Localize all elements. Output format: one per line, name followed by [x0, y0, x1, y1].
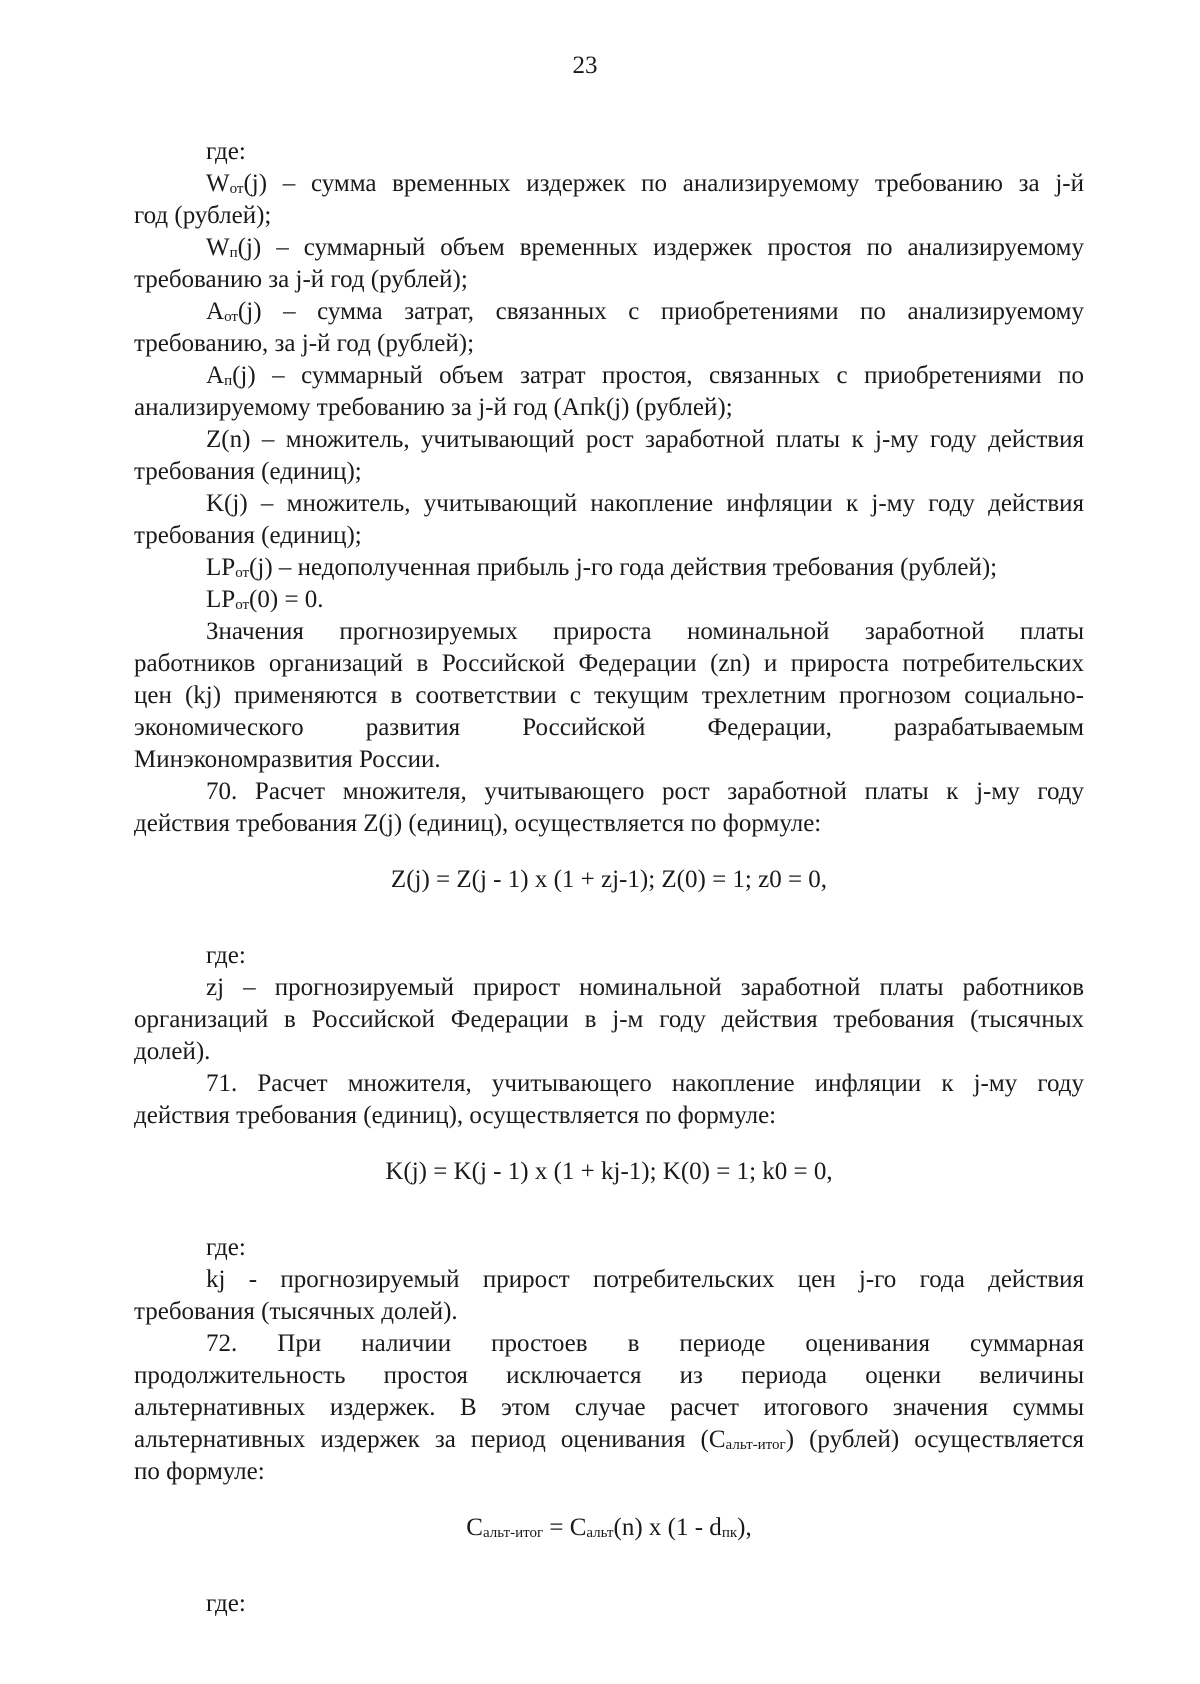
subscript: альт	[586, 1525, 614, 1541]
paragraph-forecast-5	[134, 744, 1084, 776]
text: (0) = 0.	[249, 586, 324, 613]
text: (j) – сумма затрат, связанных с приобретениями по анализируемому	[237, 298, 1084, 325]
text: требования (единиц);	[134, 522, 362, 549]
subscript: от	[229, 181, 244, 197]
item-72-cont-4	[134, 1456, 1084, 1488]
definition-w-p	[134, 232, 1084, 264]
text: работников организаций в Российской Федерации (zn) и прироста потребительских	[134, 650, 1084, 677]
definition-kj	[134, 1264, 1084, 1296]
text: kj - прогнозируемый прирост потребительских цен j-го года действия	[206, 1266, 1084, 1293]
subscript: от	[235, 597, 250, 613]
text: действия требования Z(j) (единиц), осуществляется по формуле:	[134, 810, 822, 837]
formula-c-alt-total	[134, 1512, 1084, 1544]
definition-lp-zero	[134, 584, 1084, 616]
text: K(j) = K(j - 1) x (1 + kj-1); K(0) = 1; k0 = 0,	[385, 1158, 833, 1185]
text: альтернативных издержек. В этом случае расчет итогового значения суммы	[134, 1394, 1084, 1421]
definition-k-cont	[134, 520, 1084, 552]
definition-a-p	[134, 360, 1084, 392]
definition-zj	[134, 972, 1084, 1004]
text: цен (kj) применяются в соответствии с текущим трехлетним прогнозом социально-	[134, 682, 1084, 709]
item-71-cont	[134, 1100, 1084, 1132]
definition-a-ot	[134, 296, 1084, 328]
item-72-cont-3	[134, 1424, 1084, 1456]
text: анализируемому требованию за j-й год (Апk(j) (рублей);	[134, 394, 733, 421]
definition-zj-cont	[134, 1004, 1084, 1036]
item-72-cont	[134, 1360, 1084, 1392]
subscript: от	[235, 565, 250, 581]
symbol: W	[206, 234, 230, 261]
text: требования (тысячных долей).	[134, 1298, 458, 1325]
definition-w-ot	[134, 168, 1084, 200]
subscript: альт-итог	[725, 1437, 786, 1453]
text: Z(j) = Z(j - 1) x (1 + zj-1); Z(0) = 1; z0 = 0,	[390, 866, 828, 893]
definition-k	[134, 488, 1084, 520]
text: 70. Расчет множителя, учитывающего рост заработной платы к j-му году	[206, 778, 1084, 805]
text: долей).	[134, 1038, 211, 1065]
symbol: А	[206, 298, 225, 325]
definition-w-p-cont	[134, 264, 1084, 296]
text: требованию, за j-й год (рублей);	[134, 330, 475, 357]
text: продолжительность простоя исключается из периода оценки величины	[134, 1362, 1084, 1389]
text: где:	[206, 1234, 246, 1261]
text: где:	[206, 1590, 246, 1617]
item-70	[134, 776, 1084, 808]
formula-z	[134, 864, 1084, 896]
text: требования (единиц);	[134, 458, 362, 485]
where-label	[134, 136, 1084, 168]
document-body	[134, 136, 1084, 1620]
definition-zj-cont-2	[134, 1036, 1084, 1068]
where-label	[134, 1232, 1084, 1264]
text: Минэкономразвития России.	[134, 746, 441, 773]
text: (n) x (1 - d	[613, 1514, 722, 1541]
item-71	[134, 1068, 1084, 1100]
text: 71. Расчет множителя, учитывающего накопление инфляции к j-му году	[206, 1070, 1084, 1097]
subscript: п	[229, 245, 238, 261]
definition-z	[134, 424, 1084, 456]
subscript: п	[224, 373, 233, 389]
text: альтернативных издержек за период оценивания (С	[134, 1426, 726, 1453]
definition-kj-cont	[134, 1296, 1084, 1328]
definition-a-p-cont	[134, 392, 1084, 424]
subscript: альт-итог	[482, 1525, 544, 1541]
text: ),	[737, 1514, 752, 1541]
definition-w-ot-cont	[134, 200, 1084, 232]
item-70-cont	[134, 808, 1084, 840]
text: (j) – суммарный объем временных издержек простоя по анализируемому	[237, 234, 1084, 261]
paragraph-forecast-2	[134, 648, 1084, 680]
paragraph-forecast-3	[134, 680, 1084, 712]
page-number: 23	[572, 52, 598, 79]
item-72-cont-2	[134, 1392, 1084, 1424]
text: год (рублей);	[134, 202, 272, 229]
symbol: = С	[543, 1514, 587, 1541]
text: где:	[206, 138, 246, 165]
symbol: А	[206, 362, 225, 389]
text: zj – прогнозируемый прирост номинальной заработной платы работников	[206, 974, 1084, 1001]
definition-a-ot-cont	[134, 328, 1084, 360]
text: Значения прогнозируемых прироста номинальной заработной платы	[206, 618, 1084, 645]
text: (j) – суммарный объем затрат простоя, связанных с приобретениями по	[232, 362, 1084, 389]
text: K(j) – множитель, учитывающий накопление инфляции к j-му году действия	[206, 490, 1084, 517]
text: по формуле:	[134, 1458, 265, 1485]
text: действия требования (единиц), осуществляется по формуле:	[134, 1102, 777, 1129]
text: организаций в Российской Федерации в j-м году действия требования (тысячных	[134, 1006, 1084, 1033]
text: требованию за j-й год (рублей);	[134, 266, 468, 293]
symbol: С	[466, 1514, 483, 1541]
symbol: LP	[206, 554, 236, 581]
subscript: от	[224, 309, 238, 325]
text: (j) – недополученная прибыль j-го года действия требования (рублей);	[249, 554, 998, 581]
paragraph-forecast	[134, 616, 1084, 648]
text: Z(n) – множитель, учитывающий рост заработной платы к j-му году действия	[206, 426, 1084, 453]
item-72	[134, 1328, 1084, 1360]
symbol: LP	[206, 586, 236, 613]
text: где:	[206, 942, 246, 969]
formula-k	[134, 1156, 1084, 1188]
subscript: пк	[721, 1525, 738, 1541]
where-label	[134, 1588, 1084, 1620]
text: экономического развития Российской Федерации, разрабатываемым	[134, 714, 1084, 741]
definition-lp	[134, 552, 1084, 584]
text: 72. При наличии простоев в периоде оценивания суммарная	[206, 1330, 1084, 1357]
text: ) (рублей) осуществляется	[785, 1426, 1084, 1453]
definition-z-cont	[134, 456, 1084, 488]
text: (j) – сумма временных издержек по анализируемому требованию за j-й	[243, 170, 1084, 197]
where-label	[134, 940, 1084, 972]
symbol: W	[206, 170, 230, 197]
paragraph-forecast-4	[134, 712, 1084, 744]
